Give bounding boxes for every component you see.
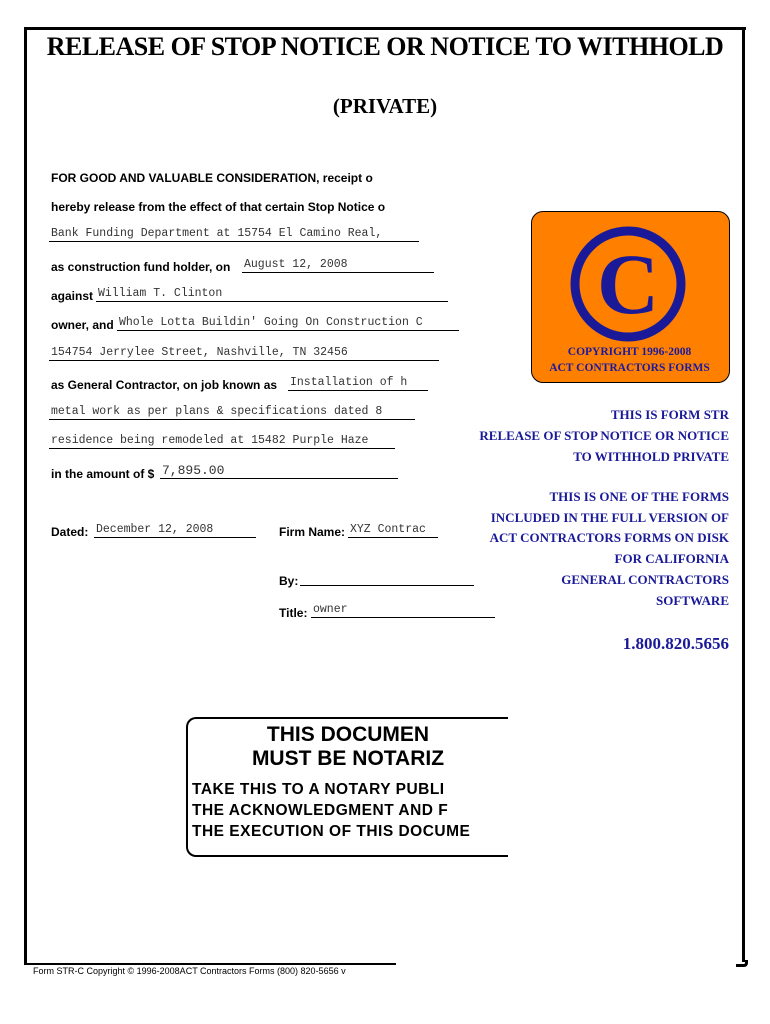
page-frame-left (24, 27, 27, 964)
holder-label: as construction fund holder, on (51, 260, 231, 274)
page-frame-corner (736, 960, 748, 967)
page-frame-right (742, 27, 745, 962)
forms-info-line-4: FOR CALIFORNIA (614, 551, 729, 567)
footer-copyright: Form STR-C Copyright © 1996-2008ACT Contractors Forms (800) 820-5656 v (33, 966, 346, 976)
form-info-line-1: THIS IS FORM STR (610, 407, 729, 422)
gc-label: as General Contractor, on job known as (51, 378, 278, 392)
amount-field[interactable]: 7,895.00 (160, 464, 398, 479)
notary-heading-2: MUST BE NOTARIZ (251, 747, 445, 770)
copyright-line-2: ACT CONTRACTORS FORMS (549, 362, 710, 374)
page-frame-bottom (24, 963, 396, 965)
copyright-symbol: C (596, 236, 660, 332)
dated-label: Dated: (51, 525, 89, 539)
by-label: By: (279, 574, 299, 588)
title-field[interactable]: owner (311, 603, 495, 618)
holder-date-field[interactable]: August 12, 2008 (242, 258, 434, 273)
address-field[interactable]: 154754 Jerrylee Street, Nashville, TN 32456 (49, 346, 439, 361)
title-label: Title: (279, 606, 308, 620)
forms-info-line-3: ACT CONTRACTORS FORMS ON DISK (489, 530, 729, 546)
form-info-line-2: RELEASE OF STOP NOTICE OR NOTICE (479, 428, 729, 443)
copyright-text (531, 344, 728, 376)
consideration-text: FOR GOOD AND VALUABLE CONSIDERATION, receipt o (51, 171, 373, 185)
notary-notice (186, 717, 508, 857)
copyright-icon (568, 224, 688, 344)
firm-field[interactable]: XYZ Contrac (348, 523, 438, 538)
forms-info-line-5: GENERAL CONTRACTORS (561, 571, 729, 587)
notary-body-2: THE ACKNOWLEDGMENT AND F (192, 802, 449, 819)
firm-label: Firm Name: (279, 525, 346, 539)
form-info-line-3: TO WITHHOLD PRIVATE (573, 449, 729, 464)
release-text: hereby release from the effect of that certain Stop Notice o (51, 200, 386, 214)
work-field[interactable]: metal work as per plans & specifications dated 8 (49, 405, 415, 420)
notary-body-3: THE EXECUTION OF THIS DOCUME (192, 823, 471, 840)
document-title: RELEASE OF STOP NOTICE OR NOTICE TO WITHHOLD (46, 32, 724, 61)
phone-number[interactable]: 1.800.820.5656 (622, 634, 729, 653)
by-field[interactable] (300, 571, 474, 586)
against-label: against (51, 289, 94, 303)
copyright-line-1: COPYRIGHT 1996-2008 (567, 346, 692, 358)
amount-label: in the amount of $ (51, 467, 155, 481)
forms-info-line-2: INCLUDED IN THE FULL VERSION OF (490, 509, 729, 525)
forms-info-line-6: SOFTWARE (656, 592, 729, 608)
against-field[interactable]: William T. Clinton (96, 287, 448, 302)
notary-body-1: TAKE THIS TO A NOTARY PUBLI (192, 781, 445, 798)
owner-field[interactable]: Whole Lotta Buildin' Going On Construction C (117, 316, 459, 331)
document-subtitle: (PRIVATE) (332, 94, 438, 118)
notary-heading-1: THIS DOCUMEN (266, 723, 430, 746)
owner-label: owner, and (51, 318, 114, 332)
form-info (479, 404, 729, 467)
forms-info-line-1: THIS IS ONE OF THE FORMS (549, 489, 729, 504)
dated-field[interactable]: December 12, 2008 (94, 523, 256, 538)
page-frame-top (24, 27, 746, 30)
residence-field[interactable]: residence being remodeled at 15482 Purple Haze (49, 434, 395, 449)
lender-field[interactable]: Bank Funding Department at 15754 El Camino Real, (49, 227, 419, 242)
forms-info (490, 487, 729, 611)
job-field[interactable]: Installation of h (288, 376, 428, 391)
